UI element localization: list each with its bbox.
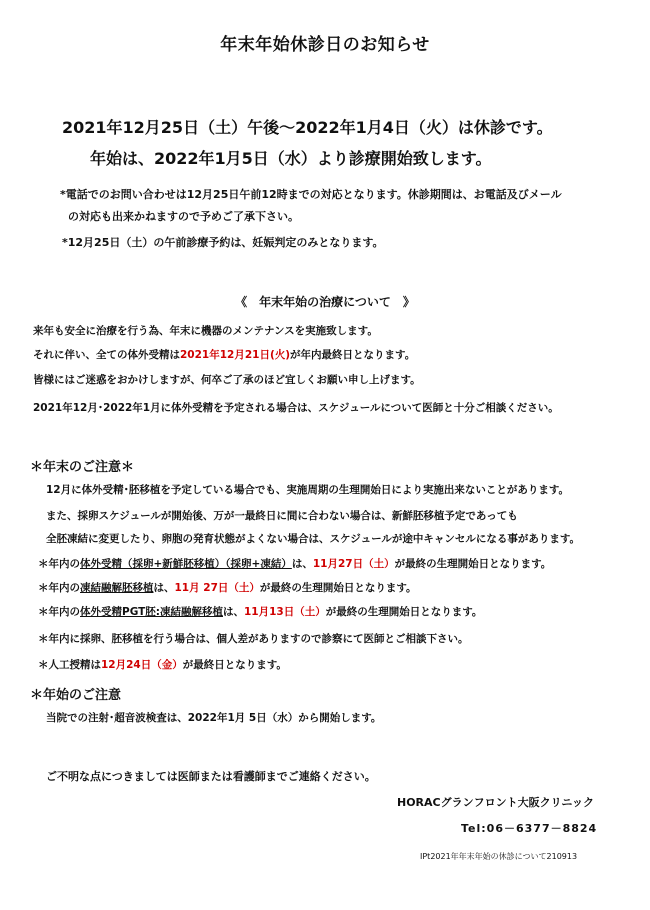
- ivf-last-day-date: 2021年12月21日(火): [180, 349, 291, 361]
- bullet-frozen-transfer: [38, 580, 417, 595]
- morning-appointment-note: *12月25日（土）の午前診療予約は、妊娠判定のみとなります。: [62, 236, 384, 249]
- bullet-text: ＊年内の: [38, 582, 80, 594]
- clinic-phone: Tel:06－6377－8824: [461, 822, 598, 835]
- maintenance-paragraph: 来年も安全に治療を行う為、年末に機器のメンテナンスを実施致します。: [33, 325, 378, 337]
- bullet-red-date: 12月24日（金）: [101, 659, 183, 671]
- treatment-section-heading: 《 年末年始の治療について 》: [235, 295, 415, 309]
- new-year-heading: ＊年始のご注意: [30, 688, 122, 703]
- consult-paragraph: 2021年12月･2022年1月に体外受精を予定される場合は、スケジュールについて医師と十分ご相談ください。: [33, 402, 559, 414]
- phone-note-line-2: の対応も出来かねますので予めご了承下さい。: [68, 210, 299, 223]
- bullet-insemination: [38, 657, 287, 672]
- apology-paragraph: 皆様にはご迷惑をおかけしますが、何卒ご了承のほど宜しくお願い申し上げます。: [33, 374, 421, 386]
- bullet-red-date: 11月27日（土）: [312, 558, 395, 570]
- document-id: IPt2021年年末年始の休診について210913: [420, 852, 578, 861]
- bullet-consultation: ＊年内に採卵、胚移植を行う場合は、個人差がありますので診察にて医師とご相談下さい。: [38, 633, 469, 645]
- year-end-paragraph-1: 12月に体外受精･胚移植を予定している場合でも、実施周期の生理開始日により実施出来ないことがあります。: [46, 484, 570, 496]
- bullet-text: が最終の生理開始日となります。: [259, 582, 417, 594]
- clinic-name: HORACグランフロント大阪クリニック: [397, 796, 594, 809]
- phone-note-line-1: *電話でのお問い合わせは12月25日午前12時までの対応となります。休診期間は、お電話及びメール: [60, 188, 562, 201]
- bullet-red-date: 11月 27日（土）: [174, 582, 260, 594]
- closed-period-line: 2021年12月25日（土）午後～2022年1月4日（火）は休診です。: [62, 118, 553, 137]
- bullet-text: が最終の生理開始日となります。: [394, 558, 552, 570]
- page-title: 年末年始休診日のお知らせ: [220, 35, 430, 55]
- bullet-underlined-term: 体外受精PGT胚:凍結融解移植: [80, 606, 223, 618]
- bullet-text: が最終の生理開始日となります。: [325, 606, 483, 618]
- bullet-text: は、: [291, 558, 313, 570]
- reopen-date-line: 年始は、2022年1月5日（水）より診療開始致します。: [90, 149, 492, 168]
- ivf-last-day-post: が年内最終日となります。: [290, 349, 416, 361]
- bullet-text: ＊人工授精は: [38, 659, 101, 671]
- ivf-last-day-paragraph: [33, 347, 415, 362]
- bullet-pgt-transfer: [38, 604, 482, 619]
- bullet-underlined-term: 凍結融解胚移植: [80, 582, 154, 594]
- year-end-paragraph-3: 全胚凍結に変更したり、卵胞の発育状態がよくない場合は、スケジュールが途中キャンセルになる事があります。: [46, 533, 581, 545]
- year-end-heading: ＊年末のご注意＊: [30, 460, 135, 475]
- new-year-paragraph: 当院での注射･超音波検査は、2022年1月 5日（水）から開始します。: [46, 712, 382, 724]
- bullet-ivf-fresh: [38, 556, 551, 571]
- year-end-paragraph-2: また、採卵スケジュールが開始後、万が一最終日に間に合わない場合は、新鮮胚移植予定であっても: [46, 510, 518, 522]
- bullet-text: が最終日となります。: [182, 659, 287, 671]
- bullet-red-date: 11月13日（土）: [244, 606, 326, 618]
- bullet-text: は、: [153, 582, 175, 594]
- bullet-text: は、: [223, 606, 244, 618]
- bullet-text: ＊年内の: [38, 558, 80, 570]
- bullet-underlined-term: 体外受精（採卵+新鮮胚移植）（採卵+凍結）: [80, 558, 292, 570]
- bullet-text: ＊年内の: [38, 606, 80, 618]
- contact-note: ご不明な点につきましては医師または看護師までご連絡ください。: [46, 770, 376, 783]
- ivf-last-day-pre: それに伴い、全ての体外受精は: [33, 349, 180, 361]
